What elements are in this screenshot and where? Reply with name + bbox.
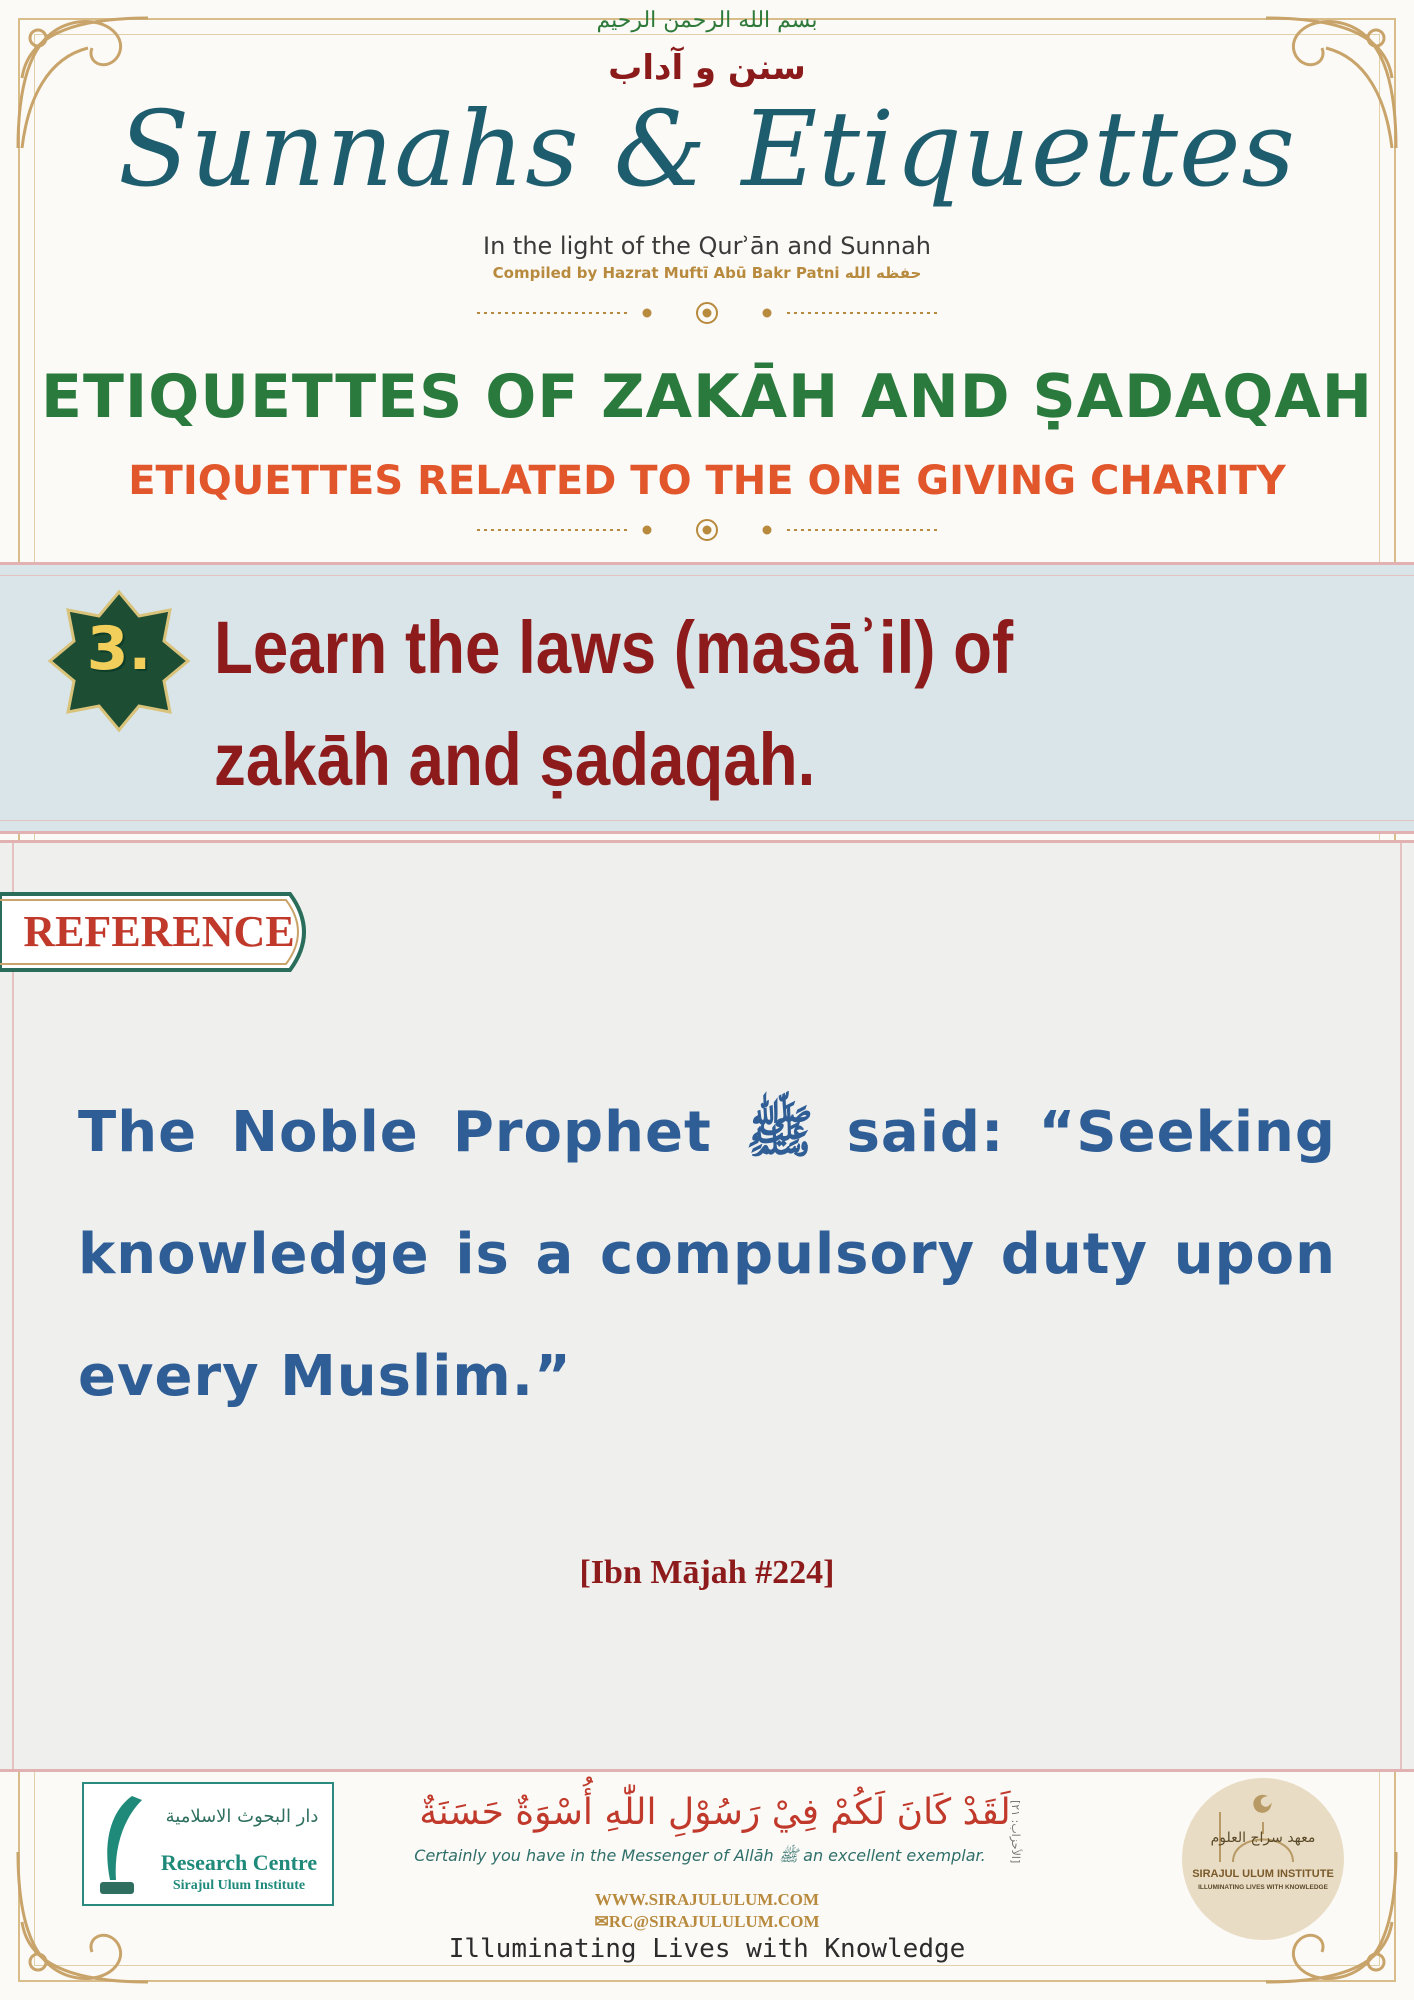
ornamental-divider-icon [477,300,937,326]
footer-tagline: Illuminating Lives with Knowledge [448,1934,966,1964]
arabic-title: سنن و آداب [608,48,806,88]
section-subtitle: ETIQUETTES RELATED TO THE ONE GIVING CHARITY [128,458,1286,504]
section-title: ETIQUETTES OF ZAKĀH AND ṢADAQAH [40,362,1373,432]
research-centre-name: Research Centre [160,1850,318,1875]
verse-english: Certainly you have in the Messenger of Allāh ﷺ an excellent exemplar. [414,1846,986,1865]
point-text: Learn the laws (masāʾil) of zakāh and ṣadaqah. [214,606,1014,801]
institute-arabic: معهد سراج العلوم [1210,1830,1316,1846]
verse-arabic: لَقَدْ كَانَ لَكُمْ فِيْ رَسُوْلِ اللّٰهِ أُسْوَةٌ حَسَنَةٌ [419,1792,1011,1833]
verse-reference: [الأحزاب: ٢١] [1009,1800,1022,1864]
research-centre-logo [82,1782,334,1906]
page-title: Sunnahs & Etiquettes [118,88,1296,210]
reference-label: REFERENCE [23,907,295,956]
website-link[interactable]: WWW.SIRAJULULUM.COM [594,1890,820,1909]
ornamental-divider-icon [477,517,937,543]
point-number: 3. [86,614,152,684]
page-subtitle: In the light of the Qurʾān and Sunnah [483,232,931,260]
research-centre-sub: Sirajul Ulum Institute [172,1878,306,1893]
email-link[interactable]: ✉RC@SIRAJULULUM.COM [594,1912,820,1931]
hadith-text: The Noble Prophet ﷺ said: “Seeking knowledge is a compulsory duty upon every Muslim.” [78,1100,1336,1409]
institute-name: SIRAJUL ULUM INSTITUTE [1192,1868,1334,1880]
compiled-by: Compiled by Hazrat Muftī Abū Bakr Patni حفظه الله [492,264,922,282]
quill-icon [92,1790,152,1900]
institute-logo [1182,1778,1344,1940]
institute-tagline: ILLUMINATING LIVES WITH KNOWLEDGE [1198,1884,1328,1891]
hadith-citation: [Ibn Mājah #224] [579,1554,835,1591]
research-centre-arabic: دار البحوث الاسلامية [165,1806,319,1827]
mosque-dome-icon [1208,1792,1318,1862]
bismillah-calligraphy: بسم الله الرحمن الرحيم [596,8,818,33]
